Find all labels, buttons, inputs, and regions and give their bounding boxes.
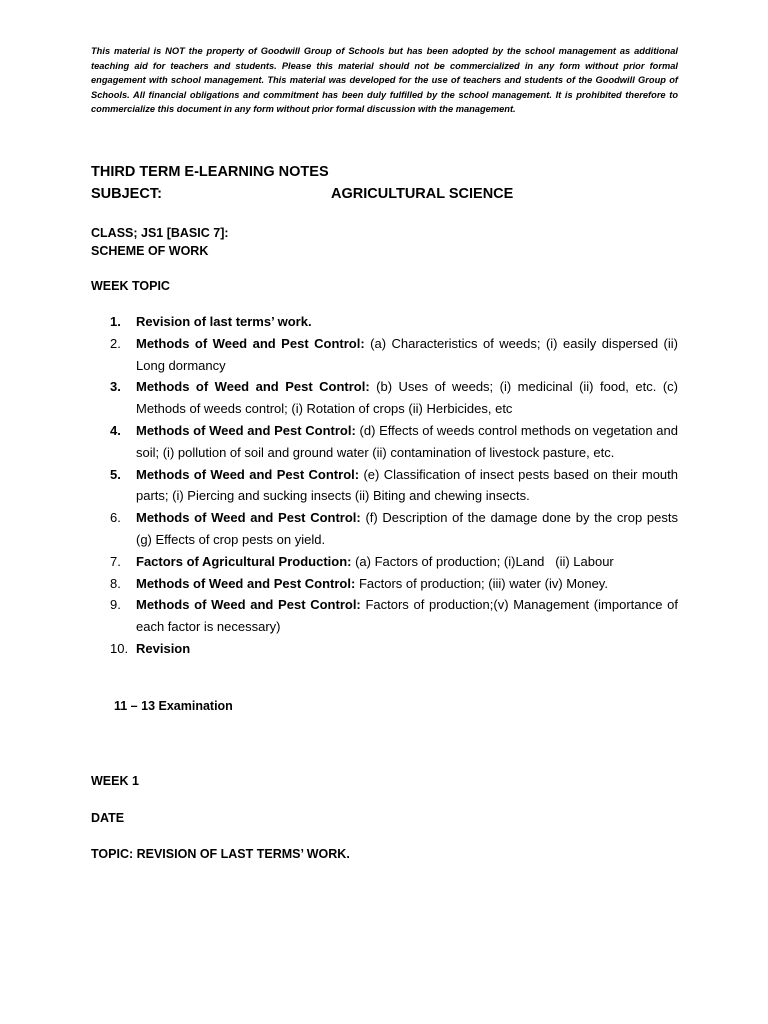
disclaimer-text: This material is NOT the property of Goodwill Group of Schools but has been adopted by the school management as additional teaching aid for teachers and students. Please this material should not be commercialized in any form without prior formal engagement with school management. This material was developed for the use of teachers and students of the Goodwill Group of Schools. All financial obligations and commitment has been duly fulfilled by the school management. It is prohibited therefore to commercialize this document in any form without prior formal discussion with the management.: [91, 46, 678, 115]
topic-item: [91, 333, 678, 377]
topic-item: [91, 507, 678, 551]
topic-number: 2.: [110, 335, 121, 351]
topic-title: Methods of Weed and Pest Control:: [136, 422, 356, 438]
examination-line: 11 – 13 Examination: [114, 699, 233, 713]
topic-item: [91, 311, 678, 333]
topic-number: 7.: [110, 553, 121, 569]
topic-item: [91, 594, 678, 638]
topic-description: (f) Description of the damage done by the crop pests (g) Effects of crop pests on yield.: [136, 510, 678, 547]
topic-description: (a) Characteristics of weeds; (i) easily dispersed (ii) Long dormancy: [136, 335, 678, 373]
subject-row: [91, 186, 691, 202]
class-line: CLASS; JS1 [BASIC 7]:: [91, 226, 229, 240]
topic-title: Methods of Weed and Pest Control:: [136, 379, 370, 395]
topic-description: (d) Effects of weeds control methods on vegetation and soil; (i) pollution of soil and ground water (ii) contamination of livestock pasture, etc.: [136, 422, 678, 460]
topic-heading: TOPIC: REVISION OF LAST TERMS’ WORK.: [91, 847, 350, 861]
topic-number: 3.: [110, 379, 121, 395]
topic-description: (b) Uses of weeds; (i) medicinal (ii) food, etc. (c) Methods of weeds control; (i) Rotation of crops (ii) Herbicides, etc: [136, 379, 678, 417]
topic-title: Factors of Agricultural Production:: [136, 553, 352, 569]
topic-description: (a) Factors of production; (i)Land (ii) Labour: [351, 553, 614, 569]
topic-number: 1.: [110, 314, 121, 329]
topic-title: Methods of Weed and Pest Control:: [136, 335, 365, 351]
week-topic-header: WEEK TOPIC: [91, 279, 170, 293]
topic-title: Methods of Weed and Pest Control:: [136, 575, 356, 591]
topic-item: [91, 551, 678, 573]
topic-number: 10.: [110, 640, 129, 656]
week-1-heading: WEEK 1: [91, 774, 139, 788]
topic-number: 4.: [110, 422, 121, 438]
topic-item: [91, 638, 678, 660]
subject-value: AGRICULTURAL SCIENCE: [331, 186, 514, 202]
topic-description: Factors of production; (iii) water (iv) Money.: [355, 575, 608, 591]
topic-number: 8.: [110, 575, 121, 591]
topic-item: [91, 464, 678, 508]
scheme-of-work-heading: SCHEME OF WORK: [91, 244, 209, 258]
topic-item: [91, 573, 678, 595]
subject-label: SUBJECT:: [91, 186, 162, 202]
topic-title: Methods of Weed and Pest Control:: [136, 466, 360, 482]
document-title: THIRD TERM E-LEARNING NOTES: [91, 164, 329, 180]
topic-title: Revision: [136, 640, 191, 656]
topic-item: [91, 420, 678, 464]
topic-title: Methods of Weed and Pest Control:: [136, 597, 361, 613]
topic-title: Revision of last terms’ work.: [136, 314, 312, 329]
date-label: DATE: [91, 811, 125, 825]
topic-description: Factors of production;(v) Management (importance of each factor is necessary): [136, 597, 678, 635]
topic-title: Methods of Weed and Pest Control:: [136, 510, 361, 526]
scheme-topic-list: [91, 311, 678, 660]
topic-number: 6.: [110, 510, 121, 526]
topic-number: 5.: [110, 466, 121, 482]
topic-item: [91, 376, 678, 420]
topic-description: (e) Classification of insect pests based on their mouth parts; (i) Piercing and sucking insects (ii) Biting and chewing insects.: [136, 466, 678, 504]
topic-number: 9.: [110, 597, 121, 613]
